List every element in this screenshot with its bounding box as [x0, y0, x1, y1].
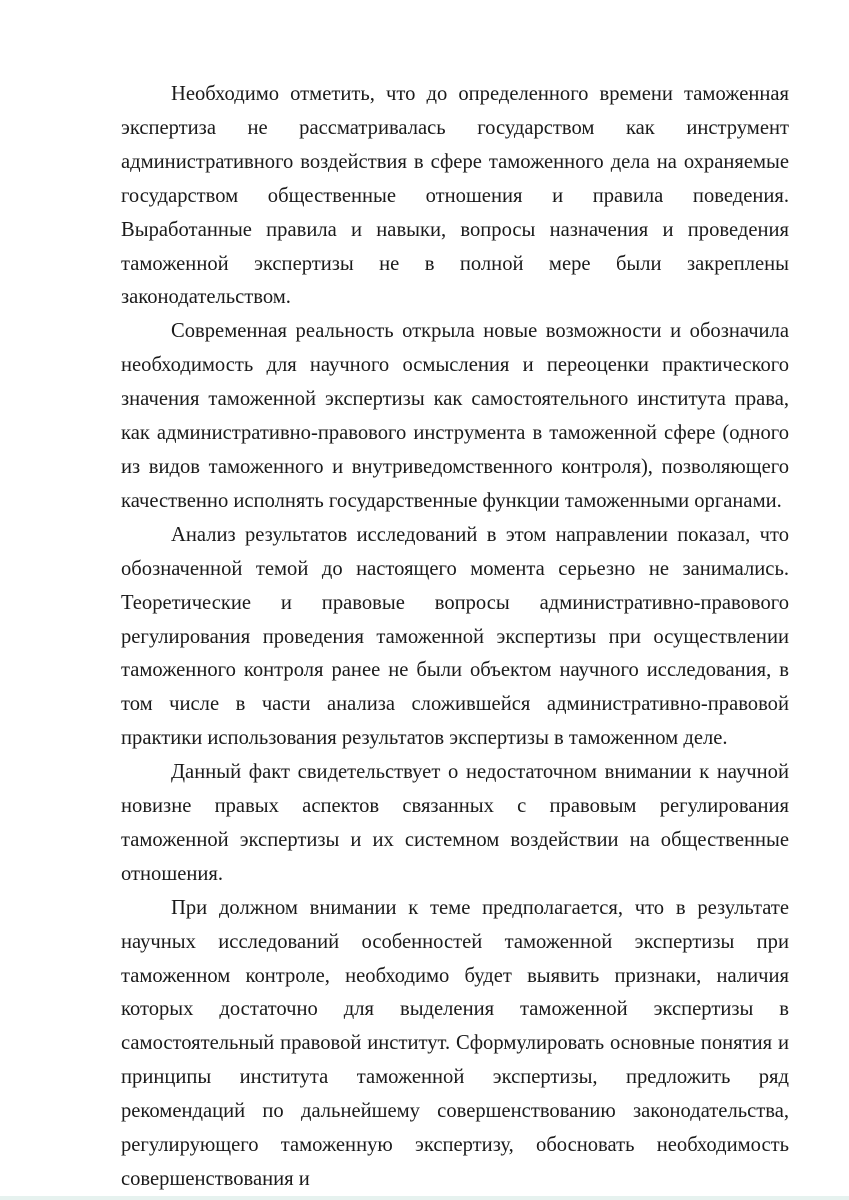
paragraph-5: При должном внимании к теме предполагается, что в результате научных исследований особенностей таможенной экспертизы при таможенном контроле, необходимо будет выявить признаки, наличия которых достаточно для выделения таможенной экспертизы в самостоятельный правовой институт. Сформулировать основные понятия и принципы института таможенной экспертизы, предложить ряд рекомендаций по дальнейшему совершенствованию законодательства, регулирующего таможенную экспертизу, обосновать необходимость совершенствования и — [121, 896, 789, 1190]
paragraph-2: Современная реальность открыла новые возможности и обозначила необходимость для научного осмысления и переоценки практического значения таможенной экспертизы как самостоятельного института права, как административно-правового инструмента в таможенной сфере (одного из видов таможенного и внутриведомственного контроля), позволяющего качественно исполнять государственные функции таможенными органами. — [121, 320, 789, 512]
paragraph-1: Необходимо отметить, что до определенного времени таможенная экспертиза не рассматривалась государством как инструмент административного воздействия в сфере таможенного дела на охраняемые государством общественные отношения и правила поведения. Выработанные правила и навыки, вопросы назначения и проведения таможенной экспертизы не в полной мере были закреплены законодательством. — [121, 83, 789, 309]
document-page — [121, 78, 789, 1197]
bottom-edge-strip — [0, 1196, 849, 1200]
paragraph-4: Данный факт свидетельствует о недостаточном внимании к научной новизне правых аспектов связанных с правовым регулирования таможенной экспертизы и их системном воздействии на общественные отношения. — [121, 761, 789, 885]
paragraph-3: Анализ результатов исследований в этом направлении показал, что обозначенной темой до настоящего момента серьезно не занимались. Теоретические и правовые вопросы административно-правового регулирования проведения таможенной экспертизы при осуществлении таможенного контроля ранее не были объектом научного исследования, в том числе в части анализа сложившейся административно-правовой практики использования результатов экспертизы в таможенном деле. — [121, 523, 789, 750]
